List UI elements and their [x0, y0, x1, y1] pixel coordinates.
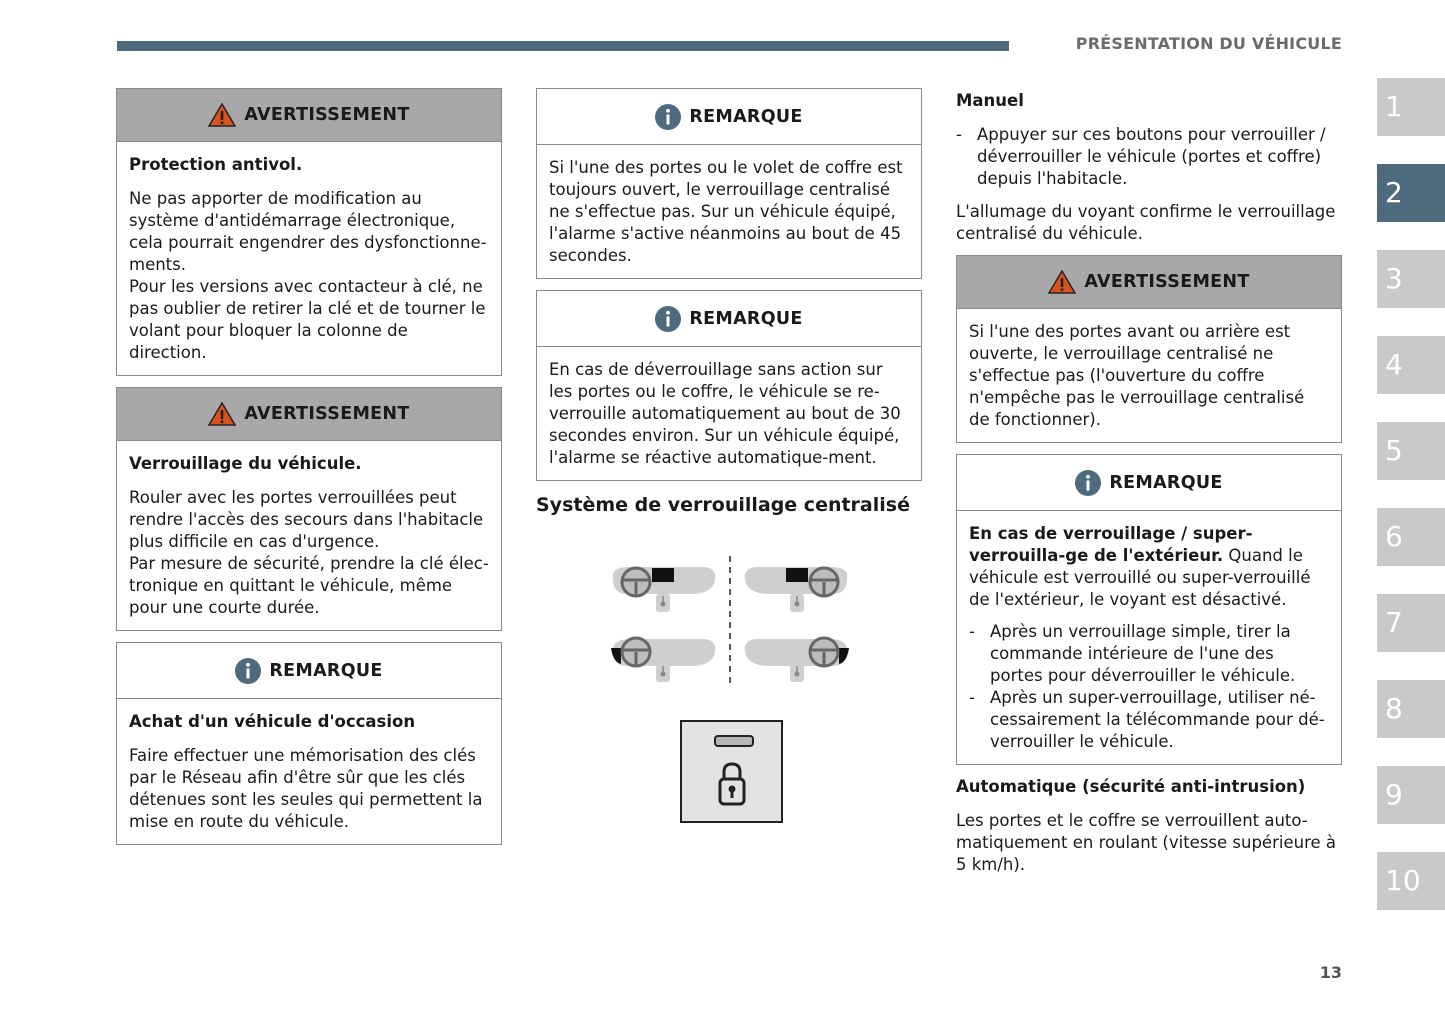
warning-text: Ne pas apporter de modification au système d'antidémarrage électronique, cela pourrait engendrer des dysfonctionne-ments.	[129, 189, 487, 274]
chapter-tab-3[interactable]: 3	[1377, 250, 1445, 308]
chapter-tab-6[interactable]: 6	[1377, 508, 1445, 566]
chapter-tabs	[1377, 78, 1445, 938]
column-2	[536, 88, 922, 516]
info-icon	[235, 658, 261, 684]
warning-heading: Verrouillage du véhicule.	[129, 454, 362, 473]
note-header	[537, 89, 921, 145]
warning-triangle-icon	[1048, 270, 1076, 294]
note-box-exterior-lock	[956, 454, 1342, 765]
note-title: REMARQUE	[689, 106, 803, 127]
warning-text: Rouler avec les portes verrouillées peut rendre l'accès des secours dans l'habitacle plus difficile en cas d'urgence.	[129, 488, 484, 551]
warning-triangle-icon	[208, 402, 236, 426]
list-item: - Après un super-verrouillage, utiliser né-cessairement la télécommande pour dé-verrouiller le véhicule.	[969, 687, 1329, 753]
note-box-used-vehicle	[116, 642, 502, 845]
note-text: Si l'une des portes ou le volet de coffre est toujours ouvert, le verrouillage centralisé ne s'effectue pas. Sur un véhicule équipé, l'alarme s'active néanmoins au bout de 45 secondes.	[549, 158, 903, 265]
note-box-relock	[536, 290, 922, 481]
warning-triangle-icon	[208, 103, 236, 127]
note-header	[117, 643, 501, 699]
note-lead-rest: Quand le véhicule est verrouillé ou super-verrouillé de l'extérieur, le voyant est désactivé.	[969, 546, 1311, 609]
door-panel-front-right	[745, 567, 848, 612]
warning-box-doors-open	[956, 255, 1342, 443]
auto-text: Les portes et le coffre se verrouillent auto-matiquement en roulant (vitesse supérieure à 5 km/h).	[956, 811, 1336, 874]
header-rule	[117, 41, 1009, 51]
note-title: REMARQUE	[1109, 472, 1223, 493]
chapter-tab-2[interactable]: 2	[1377, 164, 1445, 222]
padlock-icon	[718, 762, 746, 806]
chapter-tab-1[interactable]: 1	[1377, 78, 1445, 136]
page-number: 13	[1319, 963, 1342, 982]
info-icon	[655, 306, 681, 332]
section-title: PRÉSENTATION DU VÉHICULE	[1075, 34, 1342, 53]
chapter-tab-5[interactable]: 5	[1377, 422, 1445, 480]
chapter-tab-4[interactable]: 4	[1377, 336, 1445, 394]
door-panel-rear-right	[745, 638, 849, 682]
lock-button-illustration	[680, 720, 783, 823]
warning-text: Si l'une des portes avant ou arrière est ouverte, le verrouillage centralisé ne s'effectue pas (l'ouverture du coffre n'empêche pas le verrouillage centralisé de fonctionner).	[969, 322, 1305, 429]
note-heading: Achat d'un véhicule d'occasion	[129, 712, 416, 731]
door-panel-front-left	[613, 567, 716, 612]
manual-heading: Manuel	[956, 91, 1024, 110]
note-title: REMARQUE	[689, 308, 803, 329]
warning-text: Pour les versions avec contacteur à clé, ne pas oublier de retirer la clé et de tourner le volant pour bloquer la colonne de direction.	[129, 277, 486, 362]
note-box-door-open	[536, 88, 922, 279]
chapter-tab-7[interactable]: 7	[1377, 594, 1445, 652]
manual-text: L'allumage du voyant confirme le verrouillage centralisé du véhicule.	[956, 202, 1336, 243]
warning-header	[117, 388, 501, 441]
warning-text: Par mesure de sécurité, prendre la clé élec-tronique en quittant le véhicule, même pour une courte durée.	[129, 554, 489, 617]
auto-heading: Automatique (sécurité anti-intrusion)	[956, 777, 1306, 796]
door-panel-diagram	[605, 556, 855, 686]
warning-heading: Protection antivol.	[129, 155, 303, 174]
list-item: - Appuyer sur ces boutons pour verrouiller / déverrouiller le véhicule (portes et coffre) depuis l'habitacle.	[956, 124, 1342, 190]
list-item: - Après un verrouillage simple, tirer la commande intérieure de l'une des portes pour déverrouiller le véhicule.	[969, 621, 1329, 687]
info-icon	[655, 104, 681, 130]
note-lead-bold: En cas de verrouillage / super-verrouilla-ge de l'extérieur.	[969, 524, 1253, 565]
column-3	[956, 88, 1342, 876]
chapter-tab-8[interactable]: 8	[1377, 680, 1445, 738]
note-header	[537, 291, 921, 347]
central-locking-heading: Système de verrouillage centralisé	[536, 494, 910, 516]
chapter-tab-9[interactable]: 9	[1377, 766, 1445, 824]
note-text: En cas de déverrouillage sans action sur les portes ou le coffre, le véhicule se re-verrouille automatiquement au bout de 30 secondes environ. Sur un véhicule équipé, l'alarme se réactive automatique-ment.	[549, 360, 901, 467]
door-panel-rear-left	[611, 638, 715, 682]
warning-title: AVERTISSEMENT	[1084, 272, 1250, 292]
warning-box-locking	[116, 387, 502, 631]
note-text: Faire effectuer une mémorisation des clés par le Réseau afin d'être sûr que les clés détenues sont les seules qui permettent la mise en route du véhicule.	[129, 746, 483, 831]
chapter-tab-10[interactable]: 10	[1377, 852, 1445, 910]
warning-title: AVERTISSEMENT	[244, 404, 410, 424]
note-text	[969, 523, 1329, 611]
warning-title: AVERTISSEMENT	[244, 105, 410, 125]
note-header	[957, 455, 1341, 511]
note-title: REMARQUE	[269, 660, 383, 681]
warning-box-antitheft	[116, 88, 502, 376]
column-1	[116, 88, 502, 856]
warning-header	[957, 256, 1341, 309]
info-icon	[1075, 470, 1101, 496]
indicator-light	[714, 735, 754, 747]
warning-header	[117, 89, 501, 142]
